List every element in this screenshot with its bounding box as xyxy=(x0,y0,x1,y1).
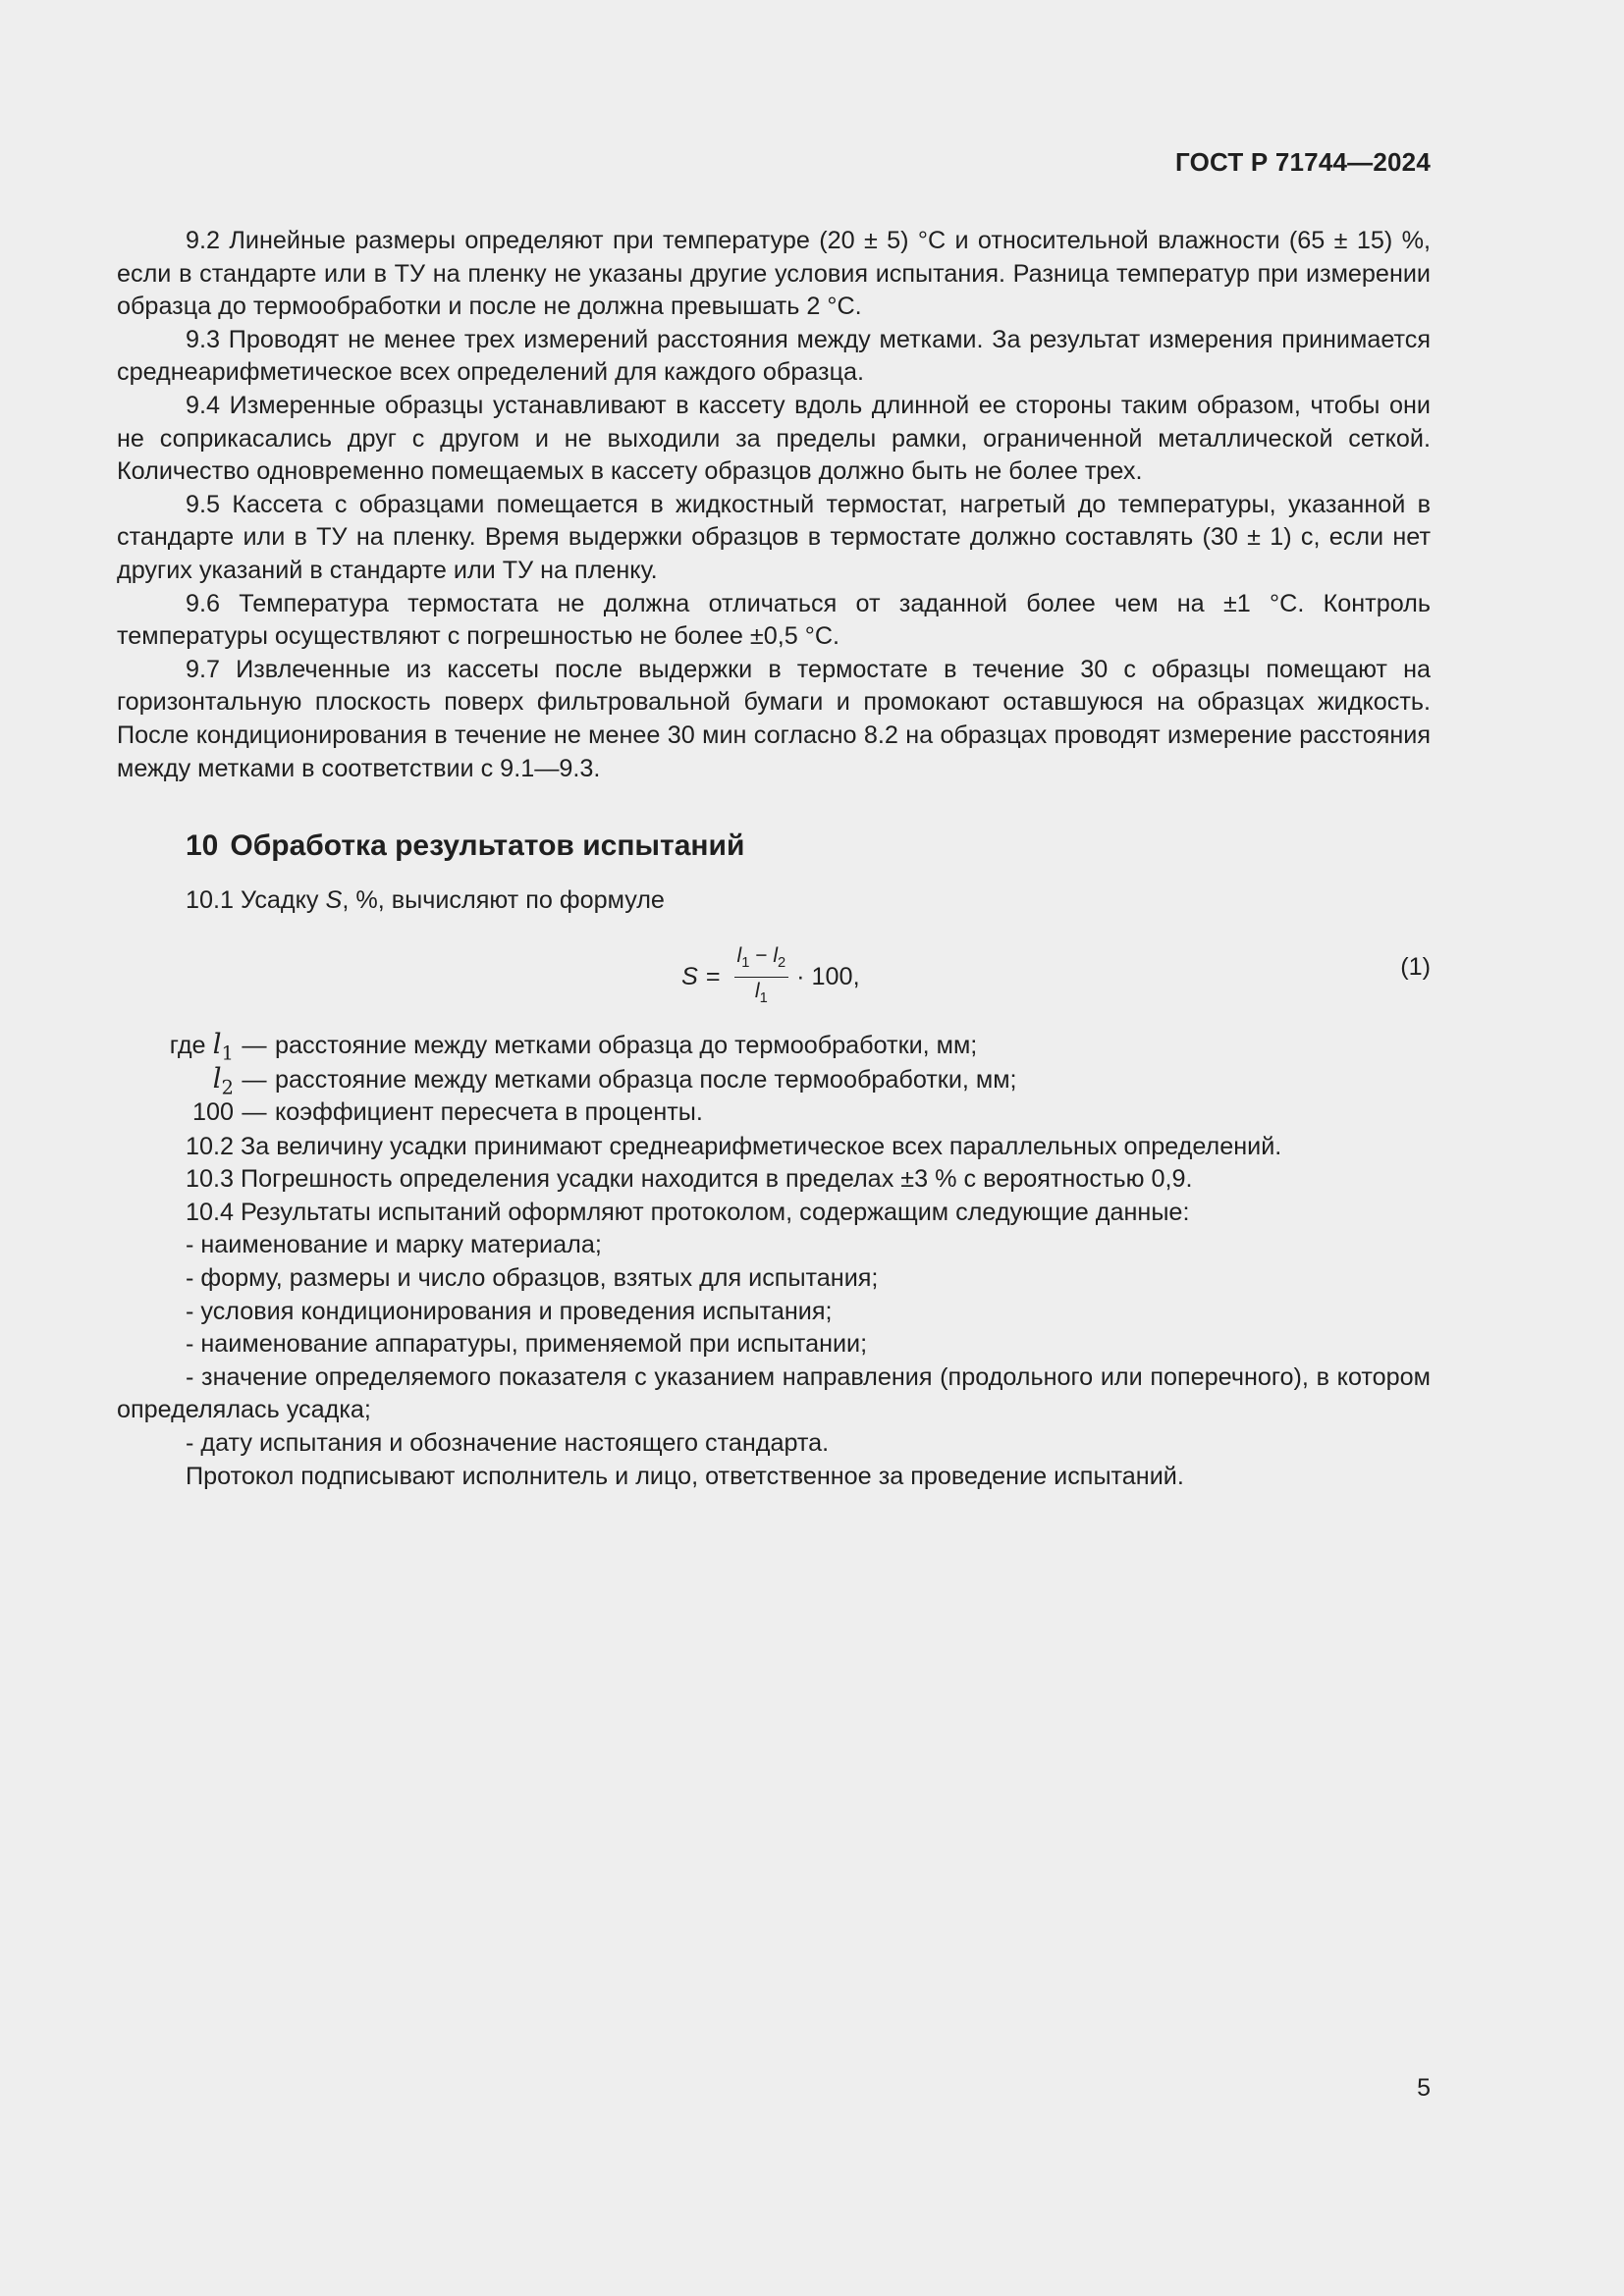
formula-block xyxy=(117,937,1431,1008)
section-number: 10 xyxy=(186,829,219,863)
list-item: - наименование и марку материала; xyxy=(186,1231,602,1259)
denominator-l1-sub: 1 xyxy=(759,990,768,1007)
clause-10-1-prefix: 10.1 Усадку xyxy=(186,886,326,915)
legend-symbol-l2-sub: 2 xyxy=(221,1076,234,1099)
list-item: - условия кондиционирования и проведения испытания; xyxy=(186,1297,833,1325)
formula-lhs: S xyxy=(681,962,698,990)
clause-10-1-suffix: , %, вычисляют по формуле xyxy=(342,886,665,915)
list-item: - наименование аппаратуры, применяемой при испытании; xyxy=(186,1330,868,1359)
clause-10-2: 10.2 За величину усадки принимают среднеарифметическое всех параллельных определений. xyxy=(186,1132,1282,1160)
legend-text: расстояние между метками образца после термообработки, мм; xyxy=(275,1065,1017,1094)
list-item: - форму, размеры и число образцов, взятых для испытания; xyxy=(186,1264,879,1293)
formula-legend xyxy=(117,1028,1431,1131)
legend-symbol xyxy=(117,1096,234,1130)
denominator-l1 xyxy=(754,979,768,1007)
clause-10-1 xyxy=(186,884,1431,918)
clause-10-3: 10.3 Погрешность определения усадки находится в пределах ±3 % с вероятностью 0,9. xyxy=(186,1165,1193,1194)
shrinkage-formula xyxy=(681,943,860,1011)
legend-row-l1 xyxy=(117,1027,1431,1065)
numerator-l2-symbol: l xyxy=(773,943,778,967)
closing-statement: Протокол подписывают исполнитель и лицо, ответственное за проведение испытаний. xyxy=(186,1462,1184,1490)
legend-symbol-l2 xyxy=(212,1061,234,1099)
legend-text: расстояние между метками образца до термообработки, мм; xyxy=(275,1031,978,1059)
formula-equals: = xyxy=(705,962,721,990)
clause-9-2: 9.2 Линейные размеры определяют при температуре (20 ± 5) °С и относительной влажности (65 ± 15) %, если в стандарте или в ТУ на пленку не указаны другие условия испытания. Разница температур при измерении образца до термообработки и после не должна превышать 2 °С. xyxy=(117,227,1431,321)
variable-s: S xyxy=(325,886,343,915)
clause-9-4: 9.4 Измеренные образцы устанавливают в кассету вдоль длинной ее стороны таким образом, чтобы они не соприкасались друг с другом и не выходили за пределы рамки, ограниченной металлической сеткой. Количество одновременно помещаемых в кассету образцов должно быть не более трех. xyxy=(117,391,1431,486)
legend-row-100 xyxy=(117,1096,1431,1131)
numerator-l1-symbol: l xyxy=(736,943,742,967)
legend-symbol-l1 xyxy=(212,1027,234,1065)
clause-9-7: 9.7 Извлеченные из кассеты после выдержки в термостате в течение 30 с образцы помещают на горизонтальную плоскость поверх фильтровальной бумаги и промокают оставшуюся на образцах жидкость. После кондиционирования в течение не менее 30 мин согласно 8.2 на образцах проводят измерение расстояния между метками в соответствии с 9.1—9.3. xyxy=(117,655,1431,782)
section-title: Обработка результатов испытаний xyxy=(230,829,745,863)
legend-symbol-l2-letter: l xyxy=(212,1061,222,1095)
clause-9-6: 9.6 Температура термостата не должна отличаться от заданной более чем на ±1 °С. Контроль температуры осуществляют с погрешностью не более ±0,5 °С. xyxy=(117,589,1431,651)
page-content xyxy=(117,225,1431,1493)
fraction-numerator xyxy=(734,943,789,978)
numerator-l1-sub: 1 xyxy=(741,954,750,971)
formula-fraction xyxy=(734,943,789,1011)
fraction-denominator xyxy=(755,978,768,1011)
numerator-l1 xyxy=(736,943,750,971)
legend-lead-word: где xyxy=(169,1031,206,1059)
document-standard-number: ГОСТ Р 71744—2024 xyxy=(1175,147,1431,177)
numerator-l2-sub: 2 xyxy=(777,954,786,971)
numerator-minus: − xyxy=(749,943,774,967)
list-item: - дату испытания и обозначение настоящего стандарта. xyxy=(186,1429,830,1458)
clause-9-5: 9.5 Кассета с образцами помещается в жидкостный термостат, нагретый до температуры, указанной в стандарте или в ТУ на пленку. Время выдержки образцов в термостате должно составлять (30 ± 1) с, если нет других указаний в стандарте или ТУ на пленку. xyxy=(117,490,1431,584)
section-10-heading xyxy=(186,827,1431,866)
page-number: 5 xyxy=(1417,2074,1431,2102)
formula-number: (1) xyxy=(1400,952,1431,981)
legend-symbol-l1-letter: l xyxy=(212,1027,222,1060)
clause-9-3: 9.3 Проводят не менее трех измерений расстояния между метками. За результат измерения принимается среднеарифметическое всех определений для каждого образца. xyxy=(117,325,1431,387)
legend-dash: — xyxy=(242,1097,267,1126)
clause-10-4: 10.4 Результаты испытаний оформляют протоколом, содержащим следующие данные: xyxy=(186,1198,1190,1226)
formula-rhs: · 100, xyxy=(796,962,860,990)
legend-dash: — xyxy=(242,1065,267,1094)
legend-text: коэффициент пересчета в проценты. xyxy=(275,1097,703,1126)
legend-symbol-l1-sub: 1 xyxy=(221,1041,234,1065)
denominator-l1-symbol: l xyxy=(754,979,760,1002)
list-item: - значение определяемого показателя с указанием направления (продольного или поперечного), в котором определялась усадка; xyxy=(117,1362,1431,1424)
legend-symbol-100: 100 xyxy=(191,1097,234,1126)
legend-dash: — xyxy=(242,1031,267,1059)
legend-row-l2 xyxy=(117,1061,1431,1099)
numerator-l2 xyxy=(773,943,786,971)
